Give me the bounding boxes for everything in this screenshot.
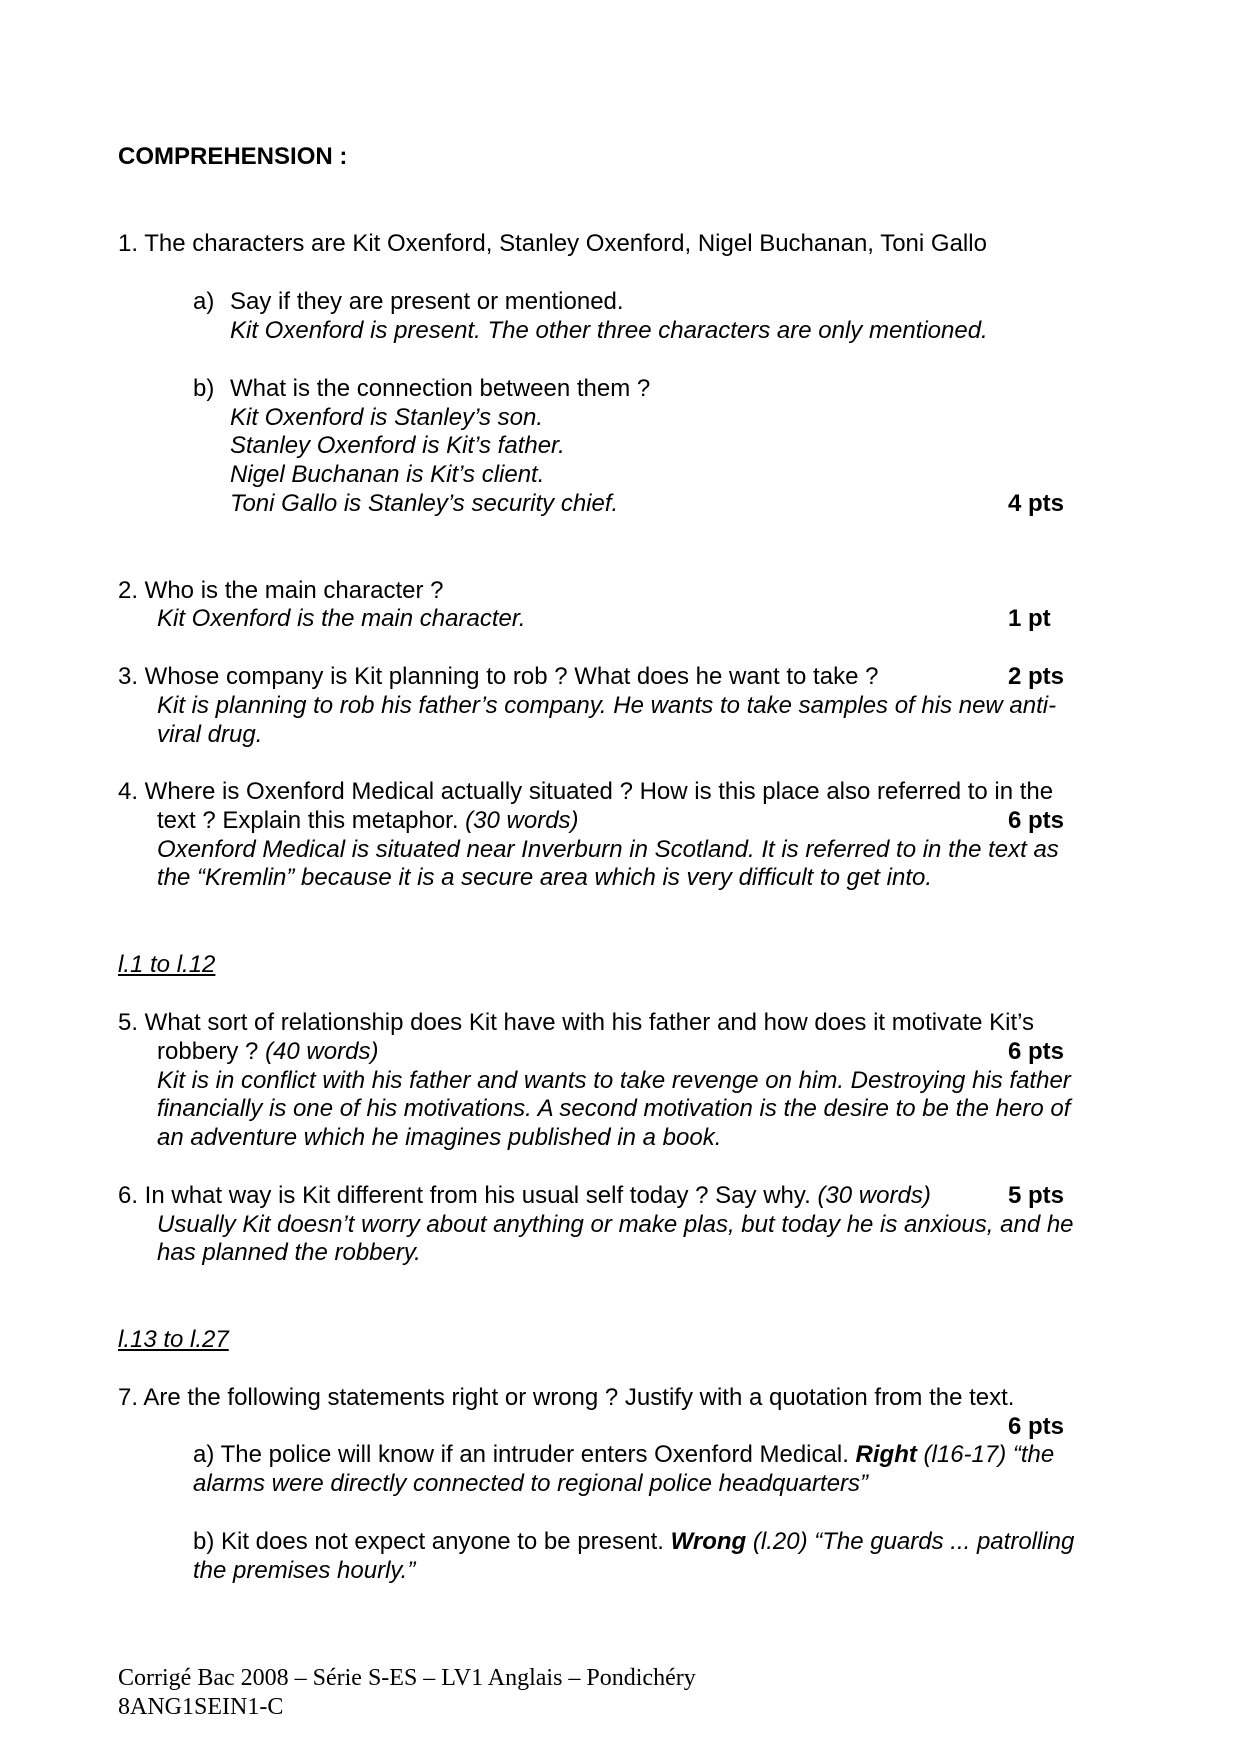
- statement-7b-text: b) Kit does not expect anyone to be present.: [193, 1528, 664, 1555]
- question-4-word-count: (30 words): [465, 807, 579, 834]
- answer-3-line: Kit is planning to rob his father’s company. He wants to take samples of his new anti-: [157, 692, 1057, 719]
- question-5-text-line2: [157, 1037, 378, 1066]
- answer-1b-line: Stanley Oxenford is Kit’s father.: [230, 432, 565, 459]
- statement-7a: [193, 1440, 1054, 1469]
- page-heading: COMPREHENSION :: [118, 143, 348, 170]
- question-3-points: 2 pts: [1008, 663, 1065, 690]
- question-1-text: 1. The characters are Kit Oxenford, Stanley Oxenford, Nigel Buchanan, Toni Gallo: [118, 230, 987, 257]
- question-6-text-line: [118, 1181, 931, 1210]
- question-6-text: 6. In what way is Kit different from his usual self today ? Say why.: [118, 1182, 811, 1209]
- answer-5-line: financially is one of his motivations. A second motivation is the desire to be the hero of: [157, 1095, 1071, 1122]
- footer-line-1: Corrigé Bac 2008 – Série S-ES – LV1 Anglais – Pondichéry: [118, 1665, 696, 1691]
- answer-3-line: viral drug.: [157, 721, 263, 748]
- question-6-points: 5 pts: [1008, 1182, 1065, 1209]
- statement-7a-text: a) The police will know if an intruder enters Oxenford Medical.: [193, 1441, 849, 1468]
- question-5-text: 5. What sort of relationship does Kit have with his father and how does it motivate Kit’s: [118, 1009, 1035, 1036]
- answer-1b-line: Toni Gallo is Stanley’s security chief.: [230, 490, 619, 517]
- statement-7a-quote-cont: alarms were directly connected to regional police headquarters”: [193, 1470, 869, 1497]
- section-heading-l13-l27: l.13 to l.27: [118, 1326, 229, 1353]
- statement-7b: [193, 1527, 1074, 1556]
- statement-7b-quote: (l.20) “The guards ... patrolling: [752, 1528, 1075, 1555]
- footer-line-2: 8ANG1SEIN1-C: [118, 1694, 284, 1720]
- answer-1a: Kit Oxenford is present. The other three characters are only mentioned.: [230, 317, 988, 344]
- question-4-text: 4. Where is Oxenford Medical actually situated ? How is this place also referred to in the: [118, 778, 1054, 805]
- question-2-points: 1 pt: [1008, 605, 1051, 632]
- question-4-points: 6 pts: [1008, 807, 1065, 834]
- statement-7b-verdict: Wrong: [670, 1528, 747, 1555]
- question-1a-text: Say if they are present or mentioned.: [230, 288, 624, 315]
- question-1-points: 4 pts: [1008, 490, 1065, 517]
- answer-6-line: Usually Kit doesn’t worry about anything or make plas, but today he is anxious, and he: [157, 1211, 1074, 1238]
- question-3-text: 3. Whose company is Kit planning to rob ? What does he want to take ?: [118, 663, 879, 690]
- answer-6-line: has planned the robbery.: [157, 1239, 421, 1266]
- answer-5-line: an adventure which he imagines published in a book.: [157, 1124, 722, 1151]
- statement-7b-quote-cont: the premises hourly.”: [193, 1557, 416, 1584]
- statement-7a-verdict: Right: [855, 1441, 917, 1468]
- answer-1b-line: Kit Oxenford is Stanley’s son.: [230, 404, 544, 431]
- question-5-points: 6 pts: [1008, 1038, 1065, 1065]
- question-2-text: 2. Who is the main character ?: [118, 577, 444, 604]
- answer-4-line: Oxenford Medical is situated near Inverburn in Scotland. It is referred to in the text as: [157, 836, 1059, 863]
- statement-7a-quote: (l16-17) “the: [923, 1441, 1055, 1468]
- question-7-text: 7. Are the following statements right or wrong ? Justify with a quotation from the text.: [118, 1384, 1015, 1411]
- question-5-word-count: (40 words): [265, 1038, 379, 1065]
- section-heading-l1-l12: l.1 to l.12: [118, 951, 216, 978]
- question-6-word-count: (30 words): [817, 1182, 931, 1209]
- question-1a-label: a): [193, 288, 215, 315]
- question-4-text-line2: [157, 806, 579, 835]
- question-5-text-part: robbery ?: [157, 1038, 259, 1065]
- answer-5-line: Kit is in conflict with his father and wants to take revenge on him. Destroying his father: [157, 1067, 1071, 1094]
- question-1b-text: What is the connection between them ?: [230, 375, 651, 402]
- answer-1b-line: Nigel Buchanan is Kit’s client.: [230, 461, 545, 488]
- answer-2: Kit Oxenford is the main character.: [157, 605, 526, 632]
- question-1b-label: b): [193, 375, 215, 402]
- answer-4-line: the “Kremlin” because it is a secure area which is very difficult to get into.: [157, 864, 933, 891]
- question-7-points: 6 pts: [1008, 1413, 1065, 1440]
- question-4-text-part: text ? Explain this metaphor.: [157, 807, 459, 834]
